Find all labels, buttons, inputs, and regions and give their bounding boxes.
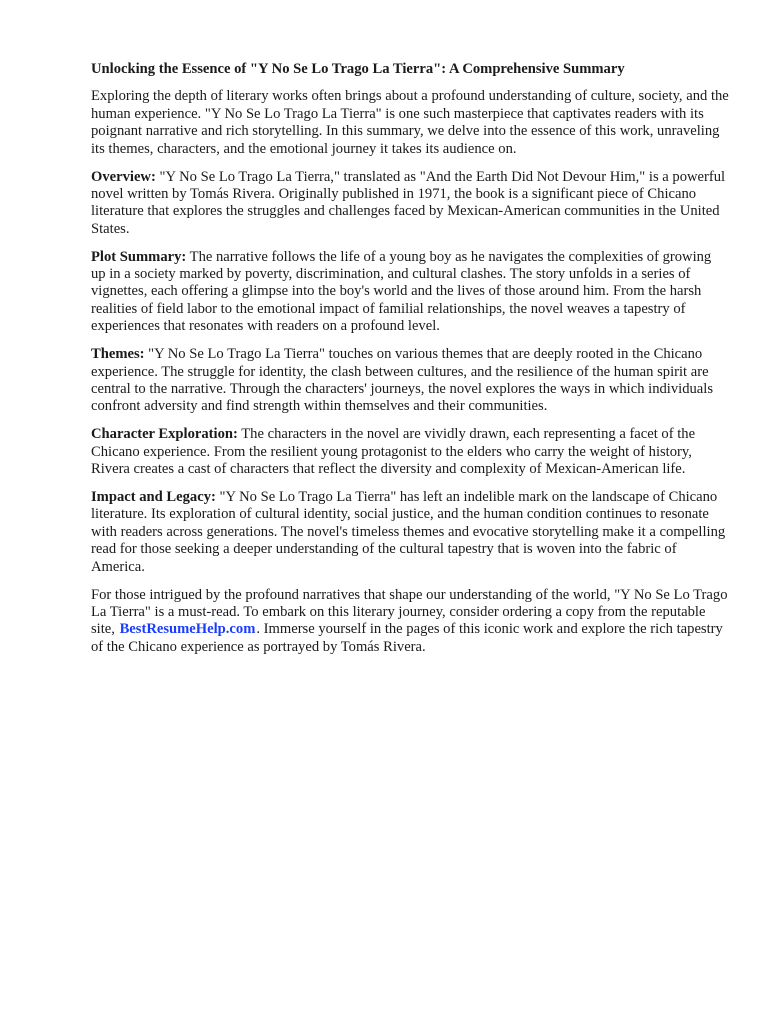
intro-paragraph: Exploring the depth of literary works often brings about a profound understanding of culture, society, and the human experience. "Y No Se Lo Trago La Tierra" is one such masterpiece that captivates readers with its poignant narrative and rich storytelling. In this summary, we delve into the essence of this work, unraveling its themes, characters, and the emotional journey it takes its audience on. — [91, 88, 729, 157]
overview-heading: Overview: — [91, 168, 156, 185]
impact-legacy-paragraph — [91, 489, 729, 576]
plot-summary-heading: Plot Summary: — [91, 248, 187, 265]
closing-text-after-link: . Immerse yourself in the pages of this iconic work and explore the rich tapestry of the Chicano experience as portrayed by Tomás Rivera. — [91, 621, 723, 655]
document-page — [91, 61, 729, 667]
character-exploration-heading: Character Exploration: — [91, 426, 238, 443]
character-exploration-paragraph — [91, 426, 729, 478]
document-title: Unlocking the Essence of "Y No Se Lo Trago La Tierra": A Comprehensive Summary — [91, 61, 625, 77]
closing-paragraph — [91, 587, 729, 657]
themes-body: "Y No Se Lo Trago La Tierra" touches on various themes that are deeply rooted in the Chicano experience. The struggle for identity, the clash between cultures, and the resilience of the human spirit are central to the narrative. Through the characters' journeys, the novel explores the ways in which individuals confront adversity and find strength within themselves and their communities. — [91, 346, 713, 415]
themes-heading: Themes: — [91, 346, 145, 363]
bestresumehelp-link[interactable]: BestResumeHelp.com — [119, 621, 256, 638]
overview-paragraph — [91, 169, 729, 239]
themes-paragraph — [91, 346, 729, 416]
impact-legacy-body: "Y No Se Lo Trago La Tierra" has left an indelible mark on the landscape of Chicano literature. Its exploration of cultural identity, social justice, and the human condition continues to resonate with readers across generations. The novel's timeless themes and evocative storytelling make it a compelling read for those seeking a deeper understanding of the cultural tapestry that is woven into the fabric of America. — [91, 489, 726, 575]
overview-body: "Y No Se Lo Trago La Tierra," translated as "And the Earth Did Not Devour Him," is a powerful novel written by Tomás Rivera. Originally published in 1971, the book is a significant piece of Chicano literature that explores the struggles and challenges faced by Mexican-American communities in the United States. — [91, 168, 726, 237]
character-exploration-body: The characters in the novel are vividly drawn, each representing a facet of the Chicano experience. From the resilient young protagonist to the elders who carry the weight of history, Rivera creates a cast of characters that reflect the diversity and complexity of Mexican-American life. — [91, 426, 696, 478]
plot-summary-body: The narrative follows the life of a young boy as he navigates the complexities of growing up in a society marked by poverty, discrimination, and cultural clashes. The story unfolds in a series of vignettes, each offering a glimpse into the boy's world and the lives of those around him. From the harsh realities of field labor to the emotional impact of familial relationships, the novel weaves a tapestry of experiences that resonates with readers on a profound level. — [91, 248, 712, 335]
impact-legacy-heading: Impact and Legacy: — [91, 489, 216, 506]
plot-summary-paragraph — [91, 249, 729, 336]
closing-text-before-link: For those intrigued by the profound narratives that shape our understanding of the world, "Y No Se Lo Trago La Tierra" is a must-read. To embark on this literary journey, consider ordering a copy from the reputable site, — [91, 586, 728, 638]
